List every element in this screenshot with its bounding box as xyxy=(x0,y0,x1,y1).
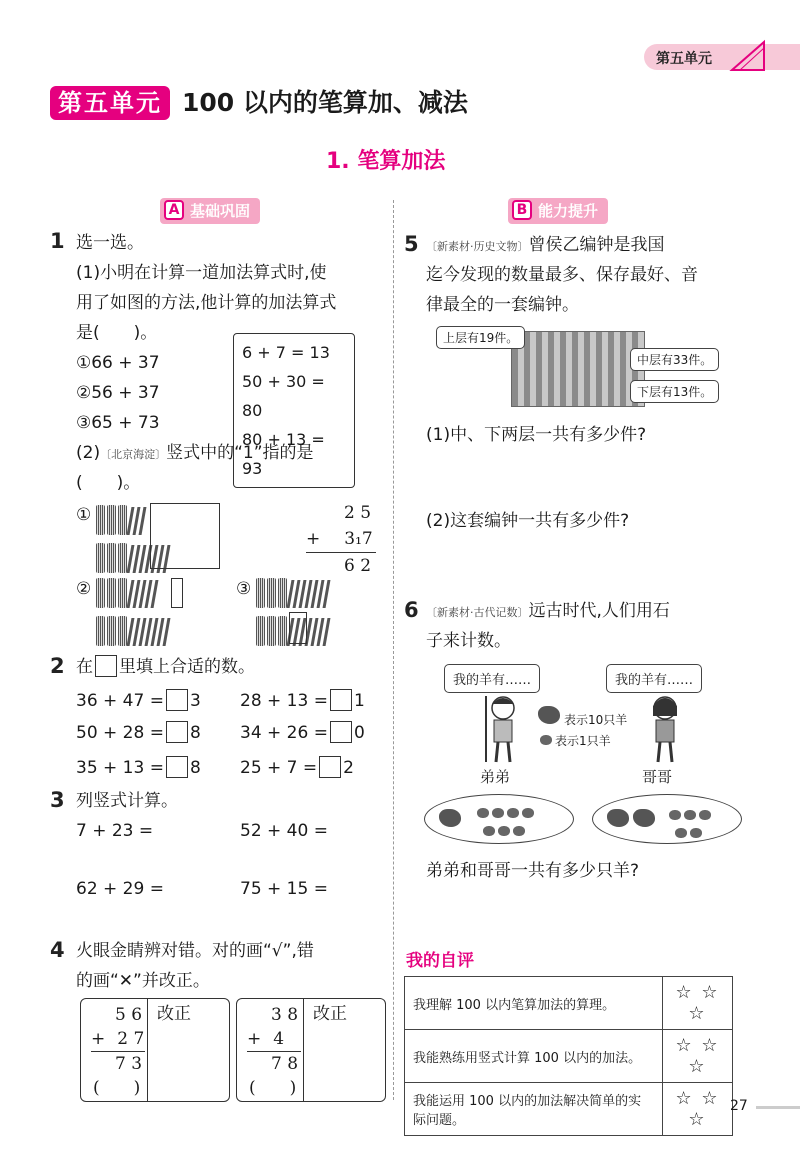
section-a-tag xyxy=(160,198,260,224)
q4-card-1-res: 7 3 xyxy=(91,1051,145,1076)
q1-pic-label-2[interactable]: ② xyxy=(76,579,92,599)
q2-number: 2 xyxy=(50,654,65,678)
q2-eq: 34 + 26 = xyxy=(240,723,328,743)
q6-line1-text: 远古时代,人们用石 xyxy=(528,601,670,621)
q6-tag: 〔新素材·古代记数〕 xyxy=(426,606,529,619)
eval-stars[interactable]: ☆ ☆ ☆ xyxy=(663,1030,733,1083)
q1-method-line-3: 80 + 13 = 93 xyxy=(242,430,325,478)
q2-eq: 35 + 13 = xyxy=(76,758,164,778)
table-row xyxy=(405,1030,733,1083)
q2-eq: 50 + 28 = xyxy=(76,723,164,743)
q2-tail: 1 xyxy=(353,691,365,711)
q1-method-line-1: 6 + 7 = 13 xyxy=(242,343,330,362)
q6-stones-right xyxy=(592,794,742,844)
q1-method-line-2: 50 + 30 = 80 xyxy=(242,372,325,420)
q1-pic-2 xyxy=(96,578,226,650)
q6-number: 6 xyxy=(404,598,419,622)
self-eval-table xyxy=(404,976,733,1136)
q1-p2-prefix: (2) xyxy=(76,443,101,463)
q2-row-3-left xyxy=(76,753,201,783)
q6-legend-small xyxy=(540,732,611,749)
bianzhong-photo xyxy=(511,331,645,407)
q3-item-1: 7 + 23 = xyxy=(76,821,154,841)
q1-vert-mid: 3₁7 xyxy=(344,529,373,549)
q1-p1-line1: (1)小明在计算一道加法算式时,使 xyxy=(76,263,327,283)
q2-eq: 28 + 13 = xyxy=(240,691,328,711)
q5-tag: 〔新素材·历史文物〕 xyxy=(426,240,529,253)
q4-card-2-top: 3 8 xyxy=(271,1005,299,1025)
q1-option-1[interactable]: ①66 + 37 xyxy=(76,353,160,373)
q3-number: 3 xyxy=(50,788,65,812)
q1-option-2[interactable]: ②56 + 37 xyxy=(76,383,160,403)
q2-intro-a: 在 xyxy=(76,657,93,677)
section-a-letter: A xyxy=(164,200,184,220)
q2-tail: 8 xyxy=(189,758,201,778)
q1-intro: 选一选。 xyxy=(76,233,144,253)
q4-card-2-paren[interactable]: ( ) xyxy=(249,1078,297,1098)
q5-callout-top: 上层有19件。 xyxy=(436,326,525,349)
q2-eq: 25 + 7 = xyxy=(240,758,318,778)
q4-line2: 的画“✕”并改正。 xyxy=(76,971,210,991)
q1-option-3[interactable]: ③65 + 73 xyxy=(76,413,160,433)
page-number-rule xyxy=(756,1106,800,1109)
q4-card-2-res: 7 8 xyxy=(247,1051,301,1076)
unit-tab-label: 第五单元 xyxy=(656,51,712,67)
q2-answer-box[interactable] xyxy=(330,721,352,743)
q6-question: 弟弟和哥哥一共有多少只羊? xyxy=(426,861,640,881)
q2-tail: 0 xyxy=(353,723,365,743)
big-stone-icon xyxy=(538,706,560,724)
q1-number: 1 xyxy=(50,229,65,253)
q1-p2-line2: ( )。 xyxy=(76,473,141,493)
q5-sub1: (1)中、下两层一共有多少件? xyxy=(426,425,647,445)
q5-number: 5 xyxy=(404,232,419,256)
q2-tail: 2 xyxy=(343,758,354,778)
section-b-letter: B xyxy=(512,200,532,220)
eval-text: 我理解 100 以内笔算加法的算理。 xyxy=(405,977,663,1030)
q6-legend-big xyxy=(538,706,627,728)
q1-p2-line1 xyxy=(76,438,314,470)
q3-item-2: 52 + 40 = xyxy=(240,821,328,841)
small-stone-icon xyxy=(540,735,552,745)
q4-number: 4 xyxy=(50,938,65,962)
q2-answer-box[interactable] xyxy=(166,756,188,778)
q4-card-2-op: + xyxy=(247,1029,262,1049)
q4-card-1 xyxy=(80,998,230,1102)
q4-card-1-mid: 2 7 xyxy=(117,1029,145,1049)
page-number: 27 xyxy=(730,1098,748,1114)
table-row xyxy=(405,1083,733,1136)
q2-eq: 36 + 47 = xyxy=(76,691,164,711)
q1-pic-label-3[interactable]: ③ xyxy=(236,579,252,599)
q6-bubble-left: 我的羊有…… xyxy=(444,664,540,693)
q6-legend-small-text: 表示1只羊 xyxy=(555,734,611,748)
eval-text: 我能熟练用竖式计算 100 以内的加法。 xyxy=(405,1030,663,1083)
unit-title: 100 以内的笔算加、减法 xyxy=(182,88,468,117)
q1-pic-1-highlight xyxy=(150,503,220,569)
q1-vert-top: 2 5 xyxy=(344,503,372,523)
q2-tail: 8 xyxy=(189,723,201,743)
eval-stars[interactable]: ☆ ☆ ☆ xyxy=(663,1083,733,1136)
brother-figure xyxy=(478,692,528,766)
q2-intro-square xyxy=(95,655,117,677)
q4-card-1-top: 5 6 xyxy=(115,1005,143,1025)
q6-line2: 子来计数。 xyxy=(426,631,511,651)
q3-item-3: 62 + 29 = xyxy=(76,879,164,899)
q6-stones-left xyxy=(424,794,574,844)
q5-callout-mid: 中层有33件。 xyxy=(630,348,719,371)
q2-row-3-right xyxy=(240,753,354,783)
q2-tail: 3 xyxy=(189,691,201,711)
section-a-label: 基础巩固 xyxy=(190,202,251,220)
q5-line2: 迄今发现的数量最多、保存最好、音 xyxy=(426,265,698,285)
q5-callout-bot: 下层有13件。 xyxy=(630,380,719,403)
column-divider xyxy=(393,200,394,1100)
elder-brother-figure xyxy=(640,692,690,766)
q6-line1 xyxy=(426,596,670,628)
q4-card-2-fix: 改正 xyxy=(313,1004,347,1024)
unit-tab xyxy=(644,44,800,70)
q2-intro xyxy=(76,652,255,682)
q1-vertical xyxy=(306,500,376,579)
q2-answer-box[interactable] xyxy=(166,721,188,743)
section-b-label: 能力提升 xyxy=(538,202,599,220)
q6-name-right: 哥哥 xyxy=(642,768,673,786)
q1-pic-3-highlight xyxy=(289,612,307,644)
q1-p2-text: 竖式中的“1”指的是 xyxy=(166,443,314,463)
eval-text: 我能运用 100 以内的加法解决简单的实际问题。 xyxy=(405,1083,663,1136)
q5-line3: 律最全的一套编钟。 xyxy=(426,295,579,315)
q2-row-1-left xyxy=(76,686,201,716)
q1-pic-3 xyxy=(256,578,386,650)
q2-answer-box[interactable] xyxy=(166,689,188,711)
lesson-title: 1. 笔算加法 xyxy=(326,149,446,174)
table-row xyxy=(405,977,733,1030)
q4-card-1-op: + xyxy=(91,1029,106,1049)
q4-card-2-mid: 4 xyxy=(273,1029,285,1049)
q2-row-2-right xyxy=(240,718,365,748)
q2-intro-b: 里填上合适的数。 xyxy=(119,657,255,677)
q1-pic-label-1[interactable]: ① xyxy=(76,505,92,525)
q5-line1-text: 曾侯乙编钟是我国 xyxy=(528,235,665,255)
q5-sub2: (2)这套编钟一共有多少件? xyxy=(426,511,630,531)
section-b-tag xyxy=(508,198,608,224)
q4-line1: 火眼金睛辨对错。对的画“√”,错 xyxy=(76,941,314,961)
unit-label: 第五单元 xyxy=(50,86,170,120)
q1-p2-tag: 〔北京海淀〕 xyxy=(100,448,167,461)
q2-answer-box[interactable] xyxy=(319,756,341,778)
q1-pic-2-highlight xyxy=(171,578,183,608)
q6-name-left: 弟弟 xyxy=(480,768,511,786)
q3-item-4: 75 + 15 = xyxy=(240,879,328,899)
q4-card-1-fix: 改正 xyxy=(157,1004,191,1024)
q6-legend-big-text: 表示10只羊 xyxy=(564,713,628,727)
q2-row-1-right xyxy=(240,686,365,716)
q1-p1-line3: 是( )。 xyxy=(76,323,158,343)
q2-row-2-left xyxy=(76,718,201,748)
q4-card-1-paren[interactable]: ( ) xyxy=(93,1078,141,1098)
q1-vert-result: 6 2 xyxy=(306,552,376,579)
q3-intro: 列竖式计算。 xyxy=(76,791,178,811)
q5-line1 xyxy=(426,230,665,262)
q1-vert-plus: + xyxy=(306,529,321,549)
eval-stars[interactable]: ☆ ☆ ☆ xyxy=(663,977,733,1030)
q6-bubble-right: 我的羊有…… xyxy=(606,664,702,693)
ruler-icon xyxy=(728,38,768,74)
self-eval-title: 我的自评 xyxy=(406,951,474,971)
q2-answer-box[interactable] xyxy=(330,689,352,711)
q4-card-2 xyxy=(236,998,386,1102)
q1-p1-line2: 用了如图的方法,他计算的加法算式 xyxy=(76,293,337,313)
